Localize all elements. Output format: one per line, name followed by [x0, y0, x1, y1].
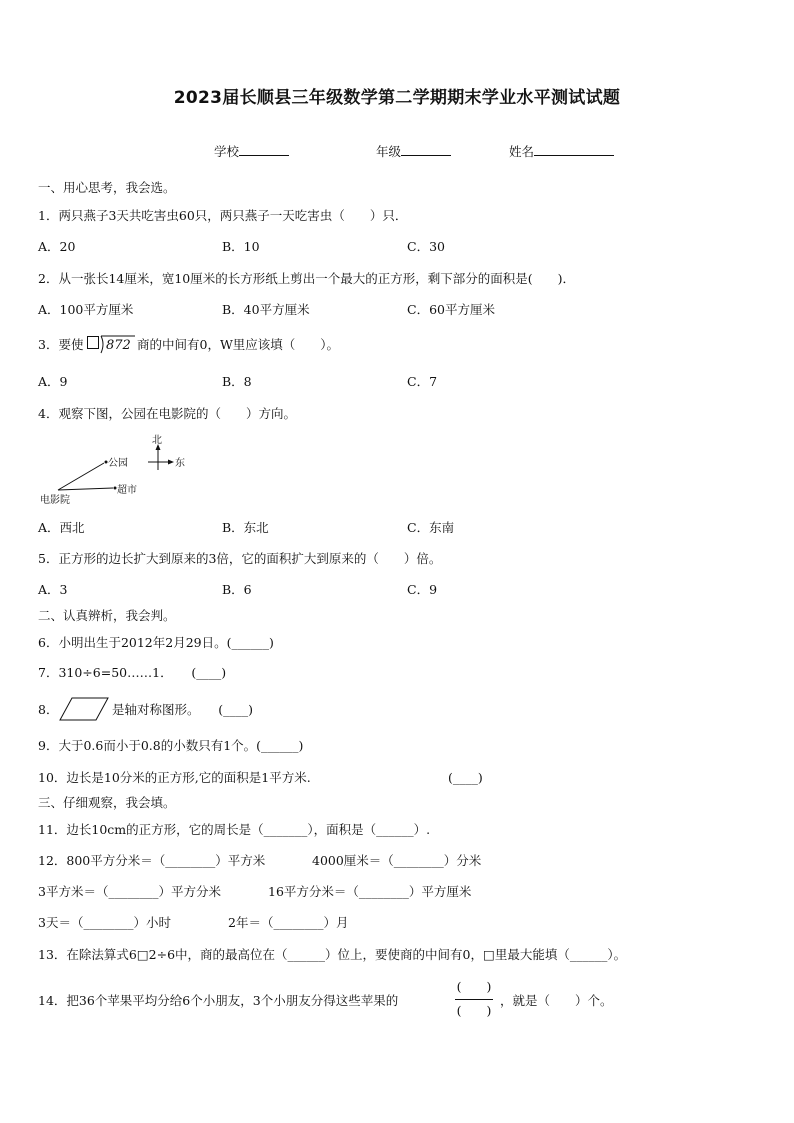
long-division-figure — [86, 333, 136, 355]
q4-option-c[interactable]: C．东南 — [407, 520, 455, 535]
section-3-heading: 三、仔细观察，我会填。 — [38, 795, 176, 810]
q5-option-a[interactable]: A．3 — [38, 582, 68, 597]
direction-diagram — [38, 430, 198, 508]
name-field[interactable] — [509, 143, 614, 159]
q12-line-3a: 3天＝（________）小时 — [38, 915, 171, 930]
blank-box — [88, 337, 99, 349]
q8-suffix: 是轴对称图形。 (____) — [112, 702, 254, 717]
division-bracket — [101, 336, 103, 353]
east-arrow-icon — [168, 460, 174, 465]
page-title: 2023届长顺县三年级数学第二学期期末学业水平测试试题 — [173, 88, 621, 108]
fraction-numerator[interactable]: ( ) — [456, 979, 492, 994]
question-9: 9．大于0.6而小于0.8的小数只有1个。(______) — [38, 738, 304, 753]
q3-option-a[interactable]: A．9 — [38, 374, 68, 389]
fraction-blank[interactable] — [453, 978, 495, 1024]
cinema-to-park-line — [58, 463, 104, 490]
grade-blank[interactable] — [401, 143, 451, 156]
q3-prefix: 3．要使 — [38, 337, 84, 352]
question-11: 11．边长10cm的正方形，它的周长是（_______），面积是（______）. — [38, 822, 431, 837]
question-4: 4．观察下图，公园在电影院的（ ）方向。 — [38, 406, 296, 421]
market-label: 超市 — [117, 485, 137, 496]
q8-prefix: 8． — [38, 702, 59, 717]
question-5: 5．正方形的边长扩大到原来的3倍，它的面积扩大到原来的（ ）倍。 — [38, 551, 442, 566]
park-label: 公园 — [108, 458, 128, 469]
q1-option-c[interactable]: C．30 — [407, 239, 445, 254]
section-2-heading: 二、认真辨析，我会判。 — [38, 608, 176, 623]
grade-label: 年级 — [376, 144, 402, 159]
question-1: 1．两只燕子3天共吃害虫60只，两只燕子一天吃害虫（ ）只． — [38, 208, 408, 223]
cinema-to-market-line — [58, 488, 113, 490]
q5-option-c[interactable]: C．9 — [407, 582, 438, 597]
question-13: 13．在除法算式6□2÷6中，商的最高位在（______）位上，要使商的中间有0，□里最大能填（______）。 — [38, 947, 627, 962]
question-10: 10．边长是10分米的正方形,它的面积是1平方米. — [38, 770, 311, 785]
q3-suffix: 商的中间有0，W里应该填（ ）。 — [137, 337, 340, 352]
question-6: 6．小明出生于2012年2月29日。(______) — [38, 635, 274, 650]
q1-option-b[interactable]: B．10 — [222, 239, 260, 254]
q3-option-c[interactable]: C．7 — [407, 374, 438, 389]
question-7: 7．310÷6=50……1． (____) — [38, 665, 227, 680]
q2-option-a[interactable]: A．100平方厘米 — [38, 302, 134, 317]
q3-option-b[interactable]: B．8 — [222, 374, 252, 389]
q12-line-2a: 3平方米＝（________）平方分米 — [38, 884, 221, 899]
q5-option-b[interactable]: B．6 — [222, 582, 252, 597]
q1-option-a[interactable]: A．20 — [38, 239, 76, 254]
q4-option-b[interactable]: B．东北 — [222, 520, 269, 535]
school-label: 学校 — [214, 144, 240, 159]
q14-prefix: 14．把36个苹果平均分给6个小朋友，3个小朋友分得这些苹果的 — [38, 993, 399, 1008]
east-label: 东 — [175, 458, 185, 469]
school-blank[interactable] — [239, 143, 289, 156]
q12-line-3b: 2年＝（________）月 — [228, 915, 349, 930]
dividend: 872 — [106, 338, 131, 353]
q12-line-2b: 16平方分米＝（________）平方厘米 — [268, 884, 472, 899]
q12-line-1a: 12．800平方分米＝（________）平方米 — [38, 853, 266, 868]
parallelogram-figure — [58, 696, 110, 722]
fraction-denominator[interactable]: ( ) — [456, 1003, 492, 1018]
north-label: 北 — [152, 435, 162, 446]
q2-option-b[interactable]: B．40平方厘米 — [222, 302, 310, 317]
section-1-heading: 一、用心思考，我会选。 — [38, 180, 176, 195]
q14-suffix: ，就是（ ）个。 — [500, 993, 613, 1008]
fraction-bar — [455, 999, 493, 1000]
school-field[interactable] — [214, 143, 289, 159]
parallelogram-shape — [60, 698, 108, 720]
name-blank[interactable] — [534, 143, 614, 156]
question-3 — [38, 339, 83, 352]
q12-line-1b: 4000厘米＝（________）分米 — [312, 853, 482, 868]
grade-field[interactable] — [376, 143, 451, 159]
q4-option-a[interactable]: A．西北 — [38, 520, 85, 535]
name-label: 姓名 — [509, 144, 535, 159]
q2-option-c[interactable]: C．60平方厘米 — [407, 302, 495, 317]
q10-answer-paren[interactable]: (____) — [448, 770, 483, 785]
question-2: 2．从一张长14厘米，宽10厘米的长方形纸上剪出一个最大的正方形，剩下部分的面积是( )． — [38, 271, 576, 286]
cinema-label: 电影院 — [40, 495, 70, 506]
